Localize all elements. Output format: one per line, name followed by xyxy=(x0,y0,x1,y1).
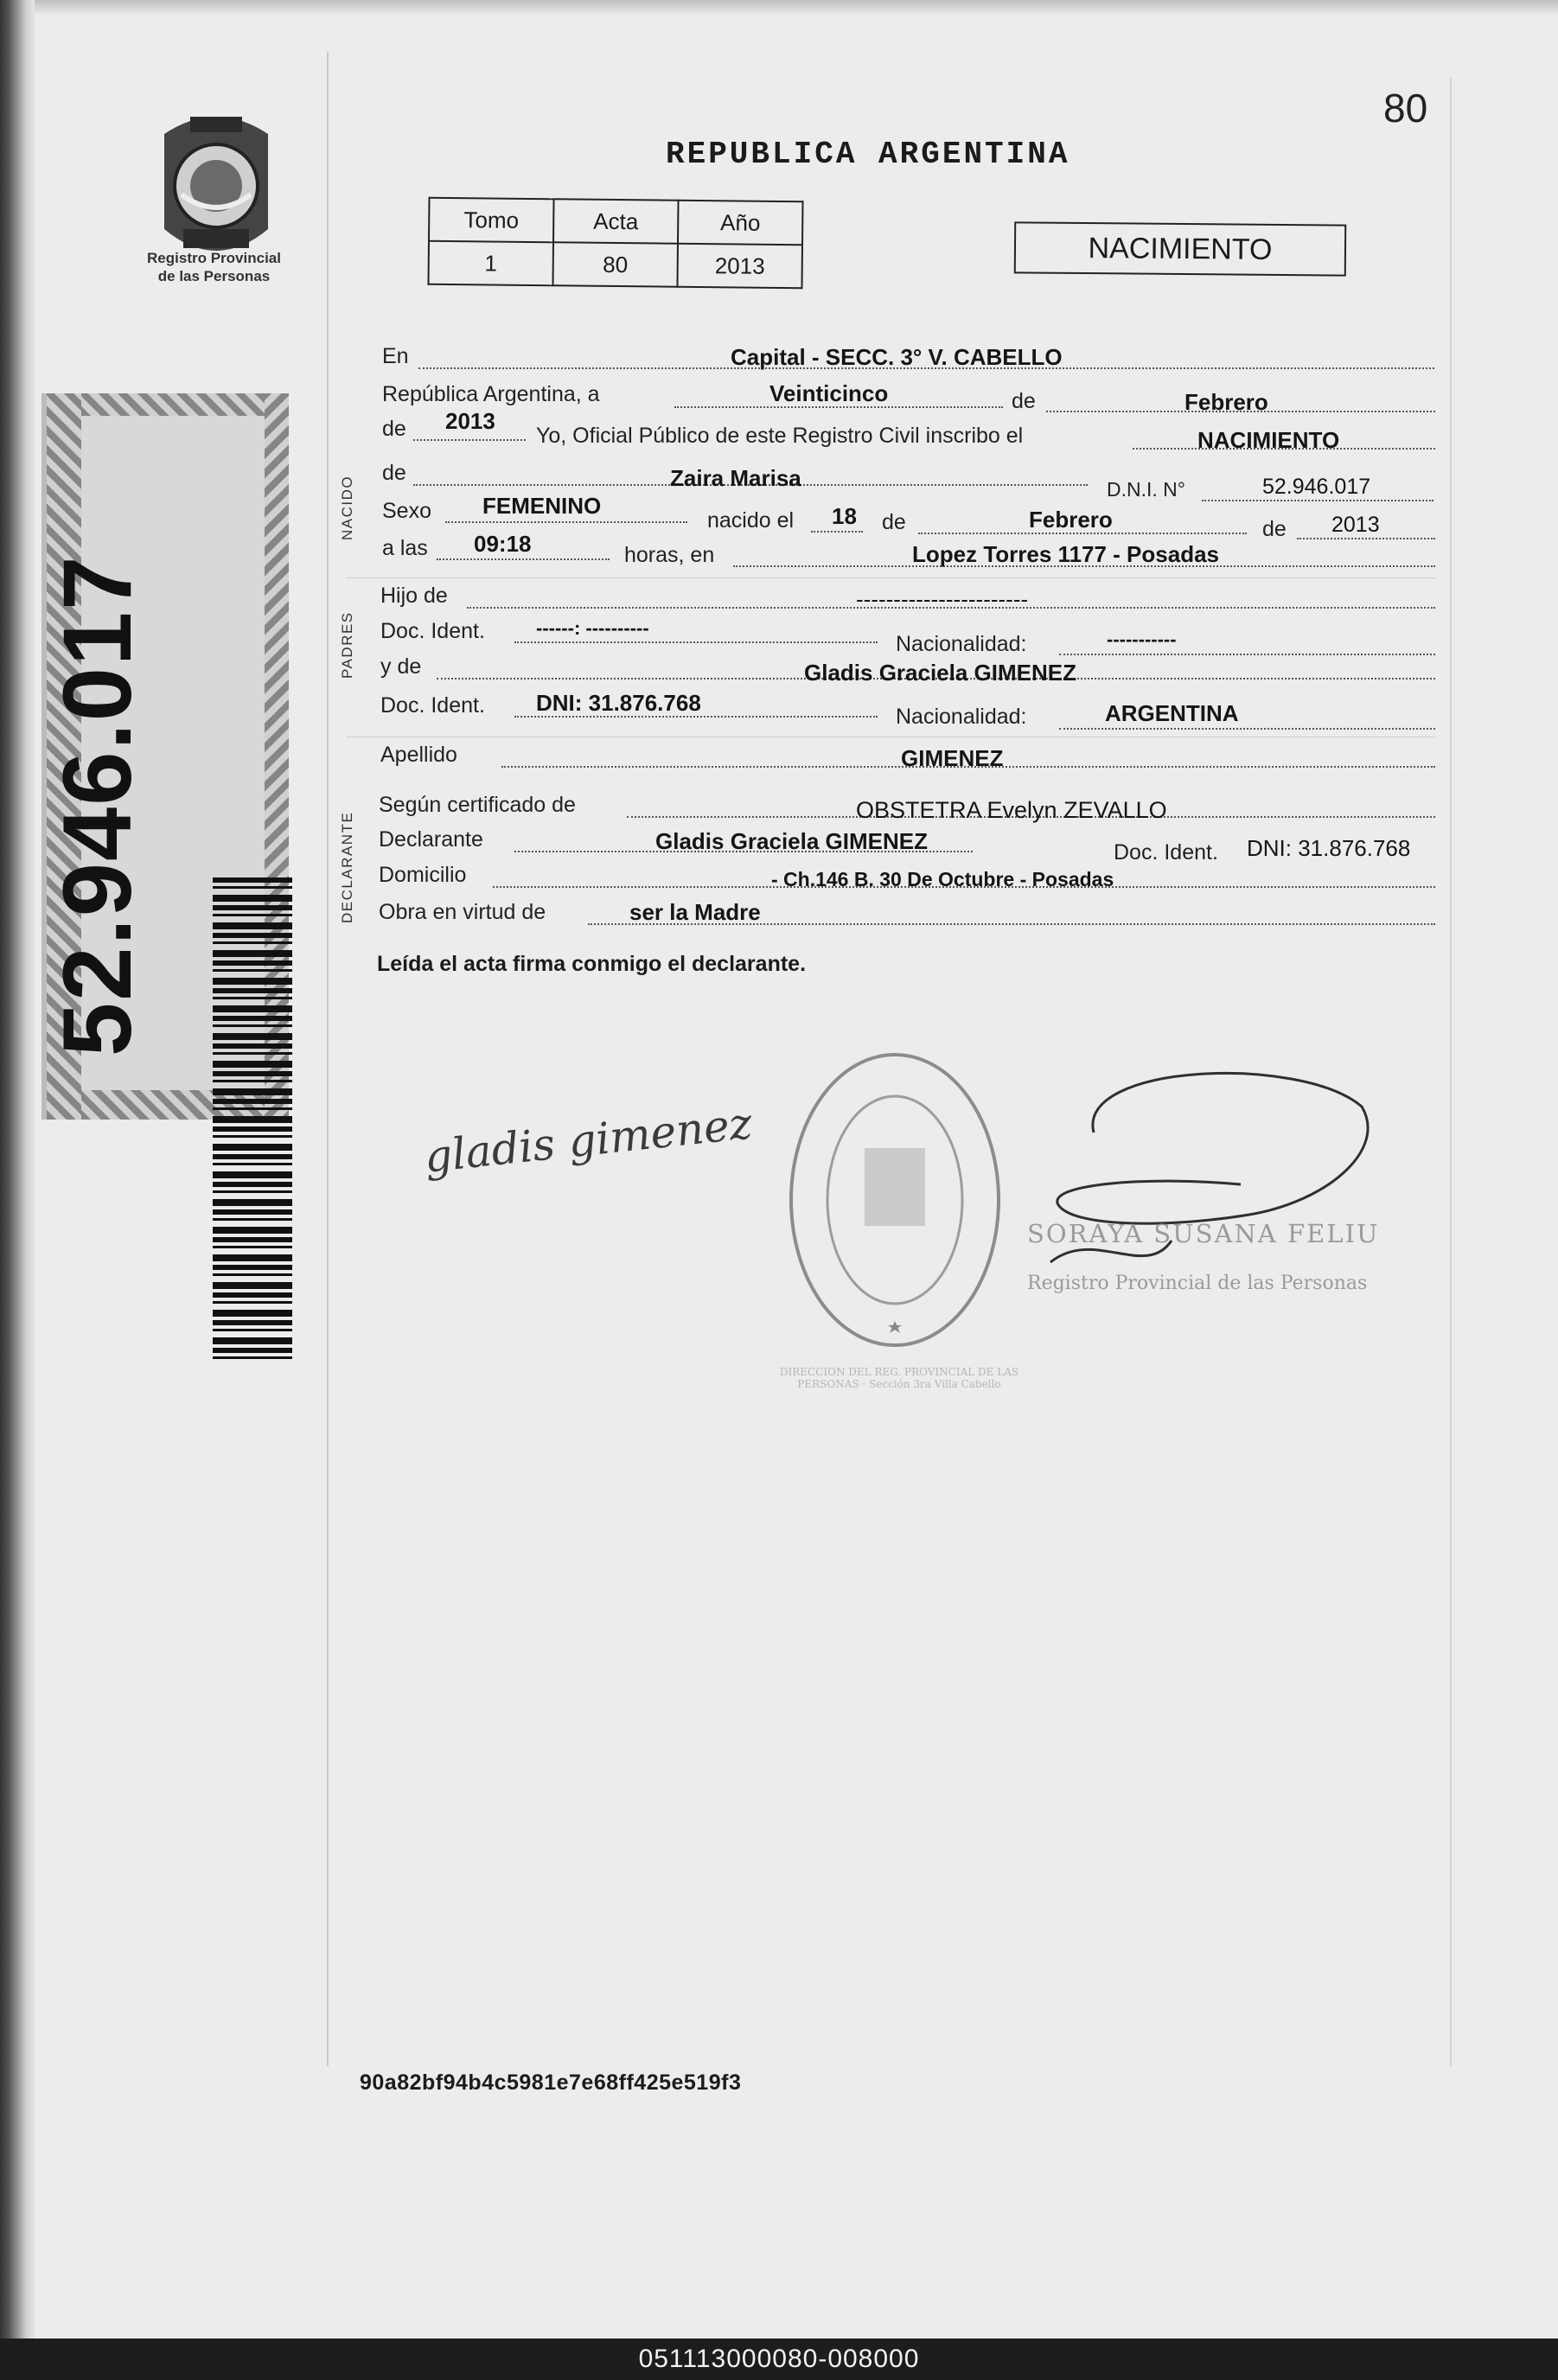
value-birth-time: 09:18 xyxy=(474,531,532,557)
value-year: 2013 xyxy=(445,408,495,434)
record-value-ano: 2013 xyxy=(677,244,802,289)
closing-statement: Leída el acta firma conmigo el declarante. xyxy=(377,952,807,976)
registry-caption xyxy=(121,249,307,285)
value-month: Febrero xyxy=(1184,389,1268,415)
official-name-stamp: SORAYA SUSANA FELIU xyxy=(1027,1219,1380,1248)
declarant-signature: gladis gimenez xyxy=(422,1098,755,1183)
label-horas-en: horas, en xyxy=(624,543,715,567)
record-header-ano: Año xyxy=(678,201,803,246)
label-doc-ident-1: Doc. Ident. xyxy=(380,619,485,643)
label-nacionalidad-2: Nacionalidad: xyxy=(896,705,1027,729)
value-obra: ser la Madre xyxy=(629,899,761,925)
seal-legend: DIRECCION DEL REG. PROVINCIAL DE LAS PERSONAS · Sección 3ra Villa Cabello xyxy=(779,1366,1019,1390)
label-de-year: de xyxy=(382,417,406,441)
value-birth-place: Lopez Torres 1177 - Posadas xyxy=(912,541,1219,567)
label-y-de: y de xyxy=(380,654,422,679)
dotted-line xyxy=(1059,728,1435,730)
dotted-line xyxy=(1297,538,1435,539)
value-mother-nationality: ARGENTINA xyxy=(1105,700,1239,726)
dotted-line xyxy=(413,439,526,441)
value-birth-year: 2013 xyxy=(1331,513,1380,537)
value-birth-month: Febrero xyxy=(1029,507,1113,533)
dotted-line xyxy=(437,558,610,560)
label-republica: República Argentina, a xyxy=(382,382,600,406)
value-day-words: Veinticinco xyxy=(769,380,889,406)
dni-barcode xyxy=(213,877,292,1362)
label-dni: D.N.I. N° xyxy=(1107,478,1185,501)
strip-security-pattern-top xyxy=(81,393,265,416)
label-apellido: Apellido xyxy=(380,743,457,767)
value-sexo: FEMENINO xyxy=(482,493,602,519)
record-value-tomo: 1 xyxy=(428,241,553,286)
label-hijo-de: Hijo de xyxy=(380,584,448,608)
section-divider xyxy=(346,577,1435,578)
value-domicilio: - Ch.146 B. 30 De Octubre - Posadas xyxy=(771,868,1114,890)
value-registry-office: Capital - SECC. 3° V. CABELLO xyxy=(731,344,1063,370)
registry-caption-line2: de las Personas xyxy=(157,268,271,284)
dotted-line xyxy=(811,531,863,533)
label-sexo: Sexo xyxy=(382,499,431,523)
official-role-stamp: Registro Provincial de las Personas xyxy=(1027,1273,1368,1294)
label-de-birth-month: de xyxy=(882,510,906,534)
text-oficial-publico: Yo, Oficial Público de este Registro Civil inscribo el xyxy=(536,424,1024,448)
value-certificate-issuer: OBSTETRA Evelyn ZEVALLO xyxy=(856,797,1167,823)
dotted-line xyxy=(1059,654,1435,655)
value-mother-name: Gladis Graciela GIMENEZ xyxy=(804,660,1076,686)
dotted-line xyxy=(514,641,878,643)
page-top-edge xyxy=(35,0,1558,16)
left-margin-line xyxy=(327,52,329,2066)
label-doc-ident-2: Doc. Ident. xyxy=(380,693,485,718)
label-declarante: Declarante xyxy=(379,827,483,852)
label-de-birth-year: de xyxy=(1262,517,1287,541)
right-margin-line xyxy=(1450,78,1452,2066)
section-label-padres: PADRES xyxy=(339,611,355,679)
country-heading: REPUBLICA ARGENTINA xyxy=(666,137,1070,172)
page-edge-shadow xyxy=(0,0,35,2339)
label-segun-certificado: Según certificado de xyxy=(379,793,576,817)
value-father-nationality: ----------- xyxy=(1107,628,1177,650)
section-label-declarante: DECLARANTE xyxy=(339,811,355,923)
section-label-nacido: NACIDO xyxy=(339,475,355,540)
value-birth-day: 18 xyxy=(832,503,857,529)
dotted-line xyxy=(1202,500,1433,501)
label-nacido-el: nacido el xyxy=(707,508,795,533)
page-number: 80 xyxy=(1383,86,1428,131)
registry-caption-line1: Registro Provincial xyxy=(147,250,281,266)
record-header-acta: Acta xyxy=(553,199,679,244)
label-declarant-doc: Doc. Ident. xyxy=(1114,840,1218,865)
value-declarant-name: Gladis Graciela GIMENEZ xyxy=(655,828,928,854)
label-obra-en-virtud: Obra en virtud de xyxy=(379,900,546,924)
label-a-las: a las xyxy=(382,536,428,560)
strip-dni-number: 52.946.017 xyxy=(43,554,151,1056)
record-table xyxy=(427,197,803,290)
label-de: de xyxy=(1012,389,1036,413)
value-father-doc: ------: ---------- xyxy=(536,617,649,639)
official-seal xyxy=(782,1044,1007,1356)
value-child-name: Zaira Marisa xyxy=(670,465,801,491)
footer-code: 051113000080-008000 xyxy=(0,2339,1558,2380)
label-nacionalidad-1: Nacionalidad: xyxy=(896,632,1027,656)
label-de-name: de xyxy=(382,461,406,485)
record-type-box: NACIMIENTO xyxy=(1014,221,1347,276)
document-hash: 90a82bf94b4c5981e7e68ff425e519f3 xyxy=(360,2071,742,2095)
official-signature xyxy=(1042,1055,1379,1305)
value-child-dni: 52.946.017 xyxy=(1262,475,1371,499)
value-apellido: GIMENEZ xyxy=(901,745,1004,771)
value-mother-doc: DNI: 31.876.768 xyxy=(536,690,701,716)
value-declarant-doc: DNI: 31.876.768 xyxy=(1247,835,1411,861)
record-value-acta: 80 xyxy=(552,242,678,287)
value-act-type: NACIMIENTO xyxy=(1197,427,1340,453)
value-father: ----------------------- xyxy=(856,586,1029,612)
label-en: En xyxy=(382,344,409,368)
dotted-line xyxy=(445,521,687,523)
record-header-tomo: Tomo xyxy=(429,198,554,243)
label-domicilio: Domicilio xyxy=(379,863,467,887)
